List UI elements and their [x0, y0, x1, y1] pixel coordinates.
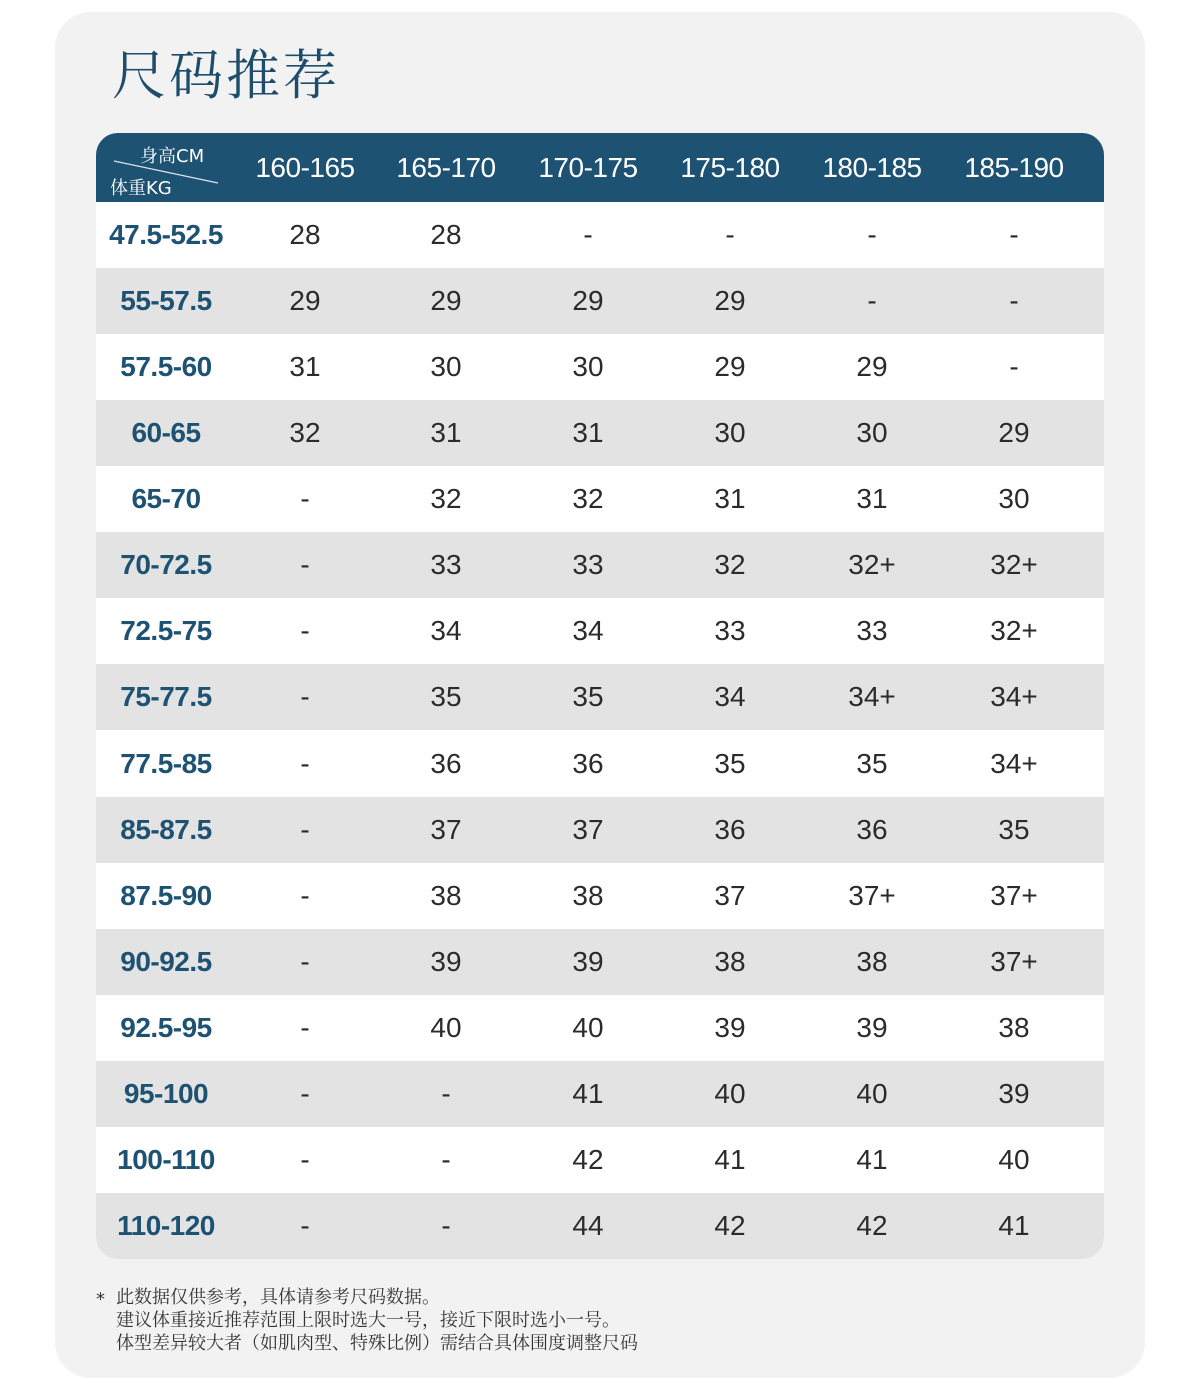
row-weight-label: 92.5-95	[120, 1011, 212, 1043]
weight-axis-label: 体重KG	[110, 178, 172, 199]
size-cell: 31	[572, 417, 604, 449]
size-cell: 33	[572, 549, 604, 581]
size-cell: -	[300, 879, 310, 911]
table-row	[96, 664, 1104, 730]
table-row	[96, 532, 1104, 598]
size-cell: -	[300, 549, 310, 581]
size-cell: 34	[430, 615, 462, 647]
size-cell: 38	[714, 945, 746, 977]
size-cell: 34+	[848, 681, 896, 713]
row-weight-label: 90-92.5	[120, 945, 212, 977]
column-header-height: 185-190	[964, 151, 1064, 183]
size-cell: 30	[572, 351, 604, 383]
table-row	[96, 400, 1104, 466]
size-cell: 41	[714, 1143, 746, 1175]
size-cell: 29	[430, 285, 462, 317]
row-weight-label: 55-57.5	[120, 285, 212, 317]
row-weight-label: 47.5-52.5	[109, 219, 223, 250]
size-cell: 33	[714, 615, 746, 647]
size-cell: -	[441, 1210, 451, 1242]
size-cell: 32+	[990, 549, 1038, 581]
row-weight-label: 60-65	[131, 417, 201, 449]
table-row	[96, 268, 1104, 334]
size-cell: -	[300, 1077, 310, 1109]
size-cell: 37+	[990, 945, 1038, 977]
size-cell: 37	[572, 813, 604, 845]
size-cell: 31	[430, 417, 462, 449]
size-cell: 39	[714, 1011, 746, 1043]
table-row	[96, 1061, 1104, 1127]
size-cell: 33	[856, 615, 888, 647]
size-cell: 37	[430, 813, 462, 845]
size-cell: -	[1009, 219, 1019, 250]
note-line	[96, 1286, 1096, 1309]
size-cell: 35	[430, 681, 462, 713]
table-row	[96, 598, 1104, 664]
size-cell: 34+	[990, 681, 1038, 713]
notes	[96, 1286, 1096, 1355]
size-cell: 37	[714, 879, 746, 911]
row-weight-label: 95-100	[123, 1077, 209, 1109]
size-cell: 32+	[990, 615, 1038, 647]
size-cell: 41	[856, 1143, 888, 1175]
note-asterisk: *	[96, 1289, 105, 1310]
size-cell: 32	[289, 417, 321, 449]
size-cell: 31	[714, 483, 746, 515]
size-cell: 29	[998, 417, 1030, 449]
size-cell: -	[300, 1011, 310, 1043]
size-cell: -	[867, 219, 877, 250]
row-weight-label: 85-87.5	[120, 813, 212, 845]
size-cell: 42	[714, 1210, 746, 1242]
column-header-height: 160-165	[255, 151, 355, 183]
table-row	[96, 863, 1104, 929]
size-cell: 28	[430, 219, 462, 250]
size-cell: 28	[289, 219, 321, 250]
table-row	[96, 202, 1104, 268]
size-cell: -	[867, 285, 877, 317]
size-cell: 29	[289, 285, 321, 317]
size-cell: 35	[998, 813, 1030, 845]
size-cell: -	[300, 615, 310, 647]
note-line	[96, 1332, 1096, 1355]
size-cell: 32	[714, 549, 746, 581]
table-row	[96, 466, 1104, 532]
size-cell: 31	[289, 351, 321, 383]
table-row	[96, 334, 1104, 400]
size-cell: -	[300, 681, 310, 713]
note-text: 体型差异较大者（如肌肉型、特殊比例）需结合具体围度调整尺码	[116, 1333, 638, 1354]
table-row	[96, 1193, 1104, 1259]
size-cell: 44	[572, 1210, 604, 1242]
size-cell: 42	[572, 1143, 604, 1175]
size-cell: 36	[856, 813, 888, 845]
size-cell: 34	[714, 681, 746, 713]
size-cell: -	[441, 1143, 451, 1175]
size-cell: 38	[998, 1011, 1030, 1043]
size-cell: -	[441, 1077, 451, 1109]
size-cell: 32	[430, 483, 462, 515]
size-cell: 38	[572, 879, 604, 911]
size-cell: 37+	[990, 879, 1038, 911]
size-cell: -	[300, 945, 310, 977]
size-cell: 36	[714, 813, 746, 845]
size-cell: 29	[714, 285, 746, 317]
size-cell: 41	[572, 1077, 604, 1109]
header-corner	[96, 133, 236, 202]
size-cell: 34+	[990, 747, 1038, 779]
size-cell: 29	[572, 285, 604, 317]
table-row	[96, 929, 1104, 995]
size-cell: 40	[856, 1077, 888, 1109]
size-cell: 29	[856, 351, 888, 383]
size-cell: 37+	[848, 879, 896, 911]
row-weight-label: 77.5-85	[120, 747, 212, 779]
size-cell: 39	[572, 945, 604, 977]
size-cell: 32	[572, 483, 604, 515]
column-header-height: 165-170	[396, 151, 496, 183]
row-weight-label: 72.5-75	[120, 615, 212, 647]
size-cell: 35	[714, 747, 746, 779]
row-weight-label: 87.5-90	[120, 879, 212, 911]
size-cell: 29	[714, 351, 746, 383]
note-text: 此数据仅供参考，具体请参考尺码数据。	[116, 1287, 440, 1308]
size-cell: 36	[430, 747, 462, 779]
size-cell: 38	[430, 879, 462, 911]
size-cell: 41	[998, 1210, 1030, 1242]
size-cell: -	[300, 483, 310, 515]
table-row	[96, 1127, 1104, 1193]
size-cell: 30	[998, 483, 1030, 515]
size-cell: 42	[856, 1210, 888, 1242]
size-cell: 40	[998, 1143, 1030, 1175]
table-row	[96, 995, 1104, 1061]
note-line	[96, 1309, 1096, 1332]
size-cell: 32+	[848, 549, 896, 581]
size-table	[96, 133, 1104, 1259]
size-cell: 35	[572, 681, 604, 713]
size-cell: 39	[856, 1011, 888, 1043]
size-cell: 30	[856, 417, 888, 449]
size-cell: 31	[856, 483, 888, 515]
size-cell: -	[300, 1210, 310, 1242]
size-cell: 40	[430, 1011, 462, 1043]
size-cell: 35	[856, 747, 888, 779]
size-cell: -	[1009, 351, 1019, 383]
size-cell: 33	[430, 549, 462, 581]
size-cell: -	[725, 219, 735, 250]
size-cell: -	[583, 219, 593, 250]
size-cell: 40	[714, 1077, 746, 1109]
column-header-height: 175-180	[680, 151, 780, 183]
row-weight-label: 75-77.5	[120, 681, 212, 713]
size-cell: 34	[572, 615, 604, 647]
size-cell: 39	[430, 945, 462, 977]
size-cell: -	[1009, 285, 1019, 317]
table-header	[96, 133, 1104, 202]
table-row	[96, 797, 1104, 863]
size-cell: -	[300, 1143, 310, 1175]
size-cell: 40	[572, 1011, 604, 1043]
column-header-height: 180-185	[822, 151, 922, 183]
size-cell: -	[300, 747, 310, 779]
height-axis-label: 身高CM	[140, 146, 205, 167]
note-text: 建议体重接近推荐范围上限时选大一号，接近下限时选小一号。	[116, 1310, 620, 1331]
size-cell: 30	[714, 417, 746, 449]
table-row	[96, 731, 1104, 797]
column-header-height: 170-175	[538, 151, 638, 183]
size-cell: 38	[856, 945, 888, 977]
size-cell: 30	[430, 351, 462, 383]
size-cell: 39	[998, 1077, 1030, 1109]
row-weight-label: 100-110	[117, 1143, 215, 1175]
size-cell: -	[300, 813, 310, 845]
row-weight-label: 57.5-60	[120, 351, 212, 383]
row-weight-label: 110-120	[117, 1210, 215, 1242]
size-cell: 36	[572, 747, 604, 779]
page-title: 尺码推荐	[112, 44, 340, 107]
row-weight-label: 65-70	[131, 483, 201, 515]
row-weight-label: 70-72.5	[120, 549, 212, 581]
